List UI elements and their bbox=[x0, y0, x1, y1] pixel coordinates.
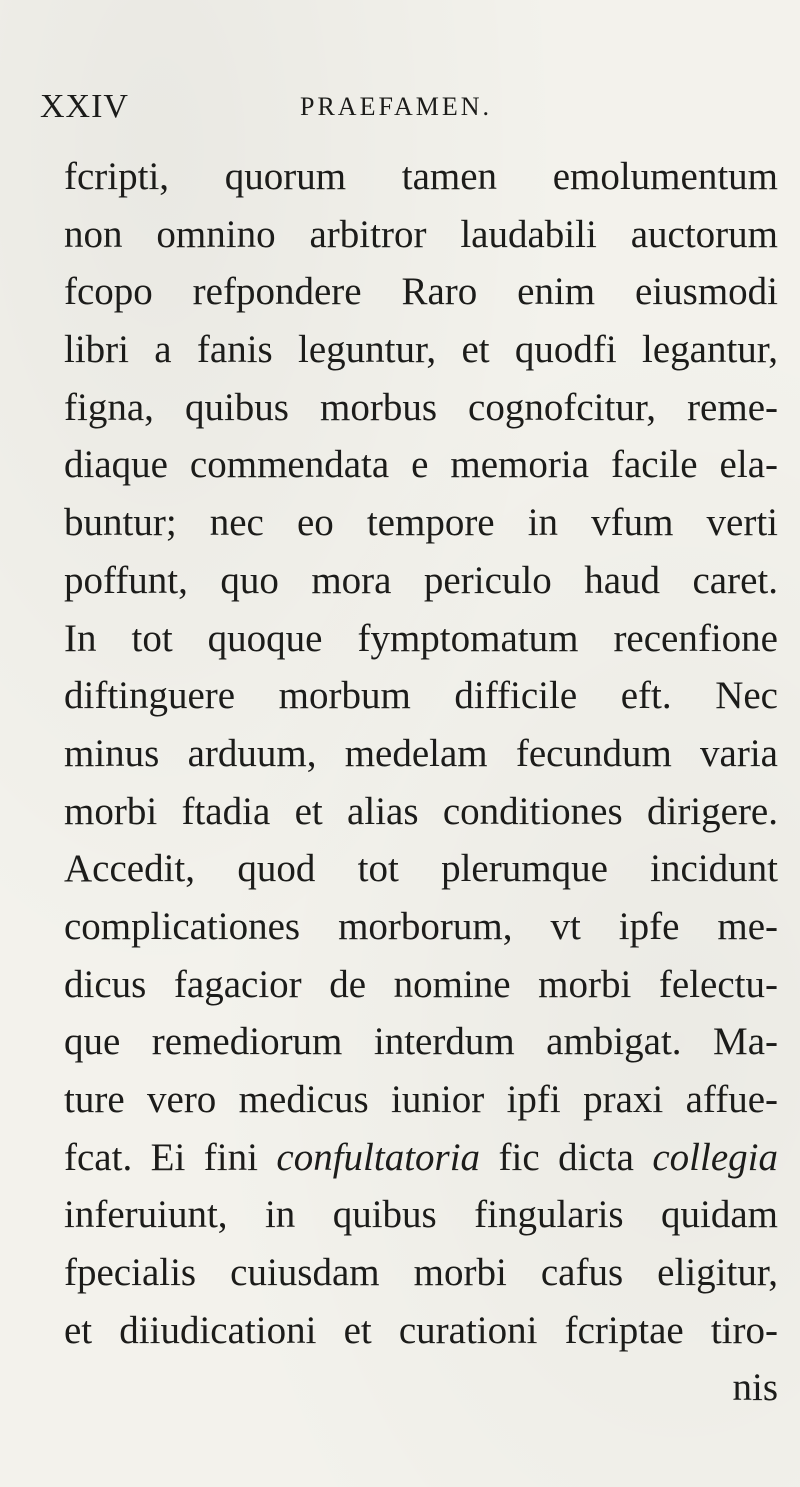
text-line: minus arduum, medelam fecundum varia bbox=[64, 731, 778, 775]
text-line: et diiudicationi et curationi fcriptae tiro- bbox=[64, 1308, 778, 1352]
catchword: nis bbox=[732, 1366, 778, 1410]
text-line: fpecialis cuiusdam morbi cafus eligitur, bbox=[64, 1251, 778, 1295]
running-head: PRAEFAMEN. bbox=[300, 92, 493, 121]
text-line: inferuiunt, in quibus fingularis quidam bbox=[64, 1193, 778, 1237]
text-line: libri a fanis leguntur, et quodfi legantur, bbox=[64, 328, 778, 372]
text-line: In tot quoque fymptomatum recenfione bbox=[64, 616, 778, 660]
text-line: Accedit, quod tot plerumque incidunt bbox=[64, 847, 778, 891]
body-text bbox=[64, 148, 778, 1417]
text-line: dicus fagacior de nomine morbi felectu- bbox=[64, 962, 778, 1006]
text-segment: fcat. Ei fini bbox=[64, 1135, 277, 1179]
text-line-mixed bbox=[64, 1129, 778, 1187]
page-number: XXIV bbox=[40, 88, 129, 125]
text-line: non omnino arbitror laudabili auctorum bbox=[64, 212, 778, 256]
page-header bbox=[40, 88, 760, 124]
text-line: complicationes morborum, vt ipfe me- bbox=[64, 904, 778, 948]
text-line: fcopo refpondere Raro enim eiusmodi bbox=[64, 270, 778, 314]
text-line: buntur; nec eo tempore in vfum verti bbox=[64, 501, 778, 545]
text-line: morbi ftadia et alias conditiones dirigere. bbox=[64, 789, 778, 833]
text-line: diaque commendata e memoria facile ela- bbox=[64, 443, 778, 487]
text-line: poffunt, quo mora periculo haud caret. bbox=[64, 558, 778, 602]
text-line: figna, quibus morbus cognofcitur, reme- bbox=[64, 385, 778, 429]
text-line: diftinguere morbum difficile eft. Nec bbox=[64, 674, 778, 718]
italic-term: confultatoria bbox=[276, 1135, 481, 1179]
text-line: ture vero medicus iunior ipfi praxi affue- bbox=[64, 1078, 778, 1121]
text-segment: fic dicta bbox=[480, 1135, 653, 1179]
text-line: fcripti, quorum tamen emolumentum bbox=[64, 155, 778, 198]
text-line: que remediorum interdum ambigat. Ma- bbox=[64, 1020, 778, 1064]
italic-term: collegia bbox=[652, 1135, 778, 1179]
